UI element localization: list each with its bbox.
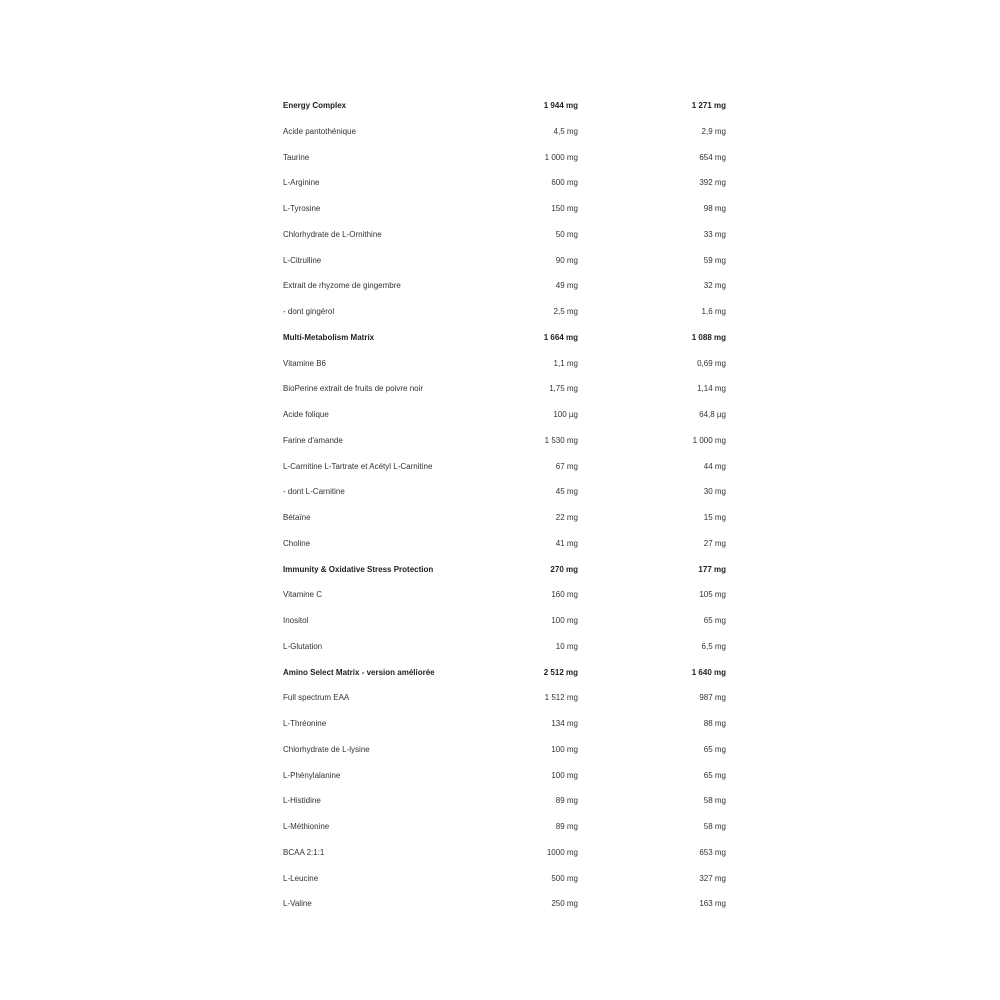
amount-column-1: 500 mg — [551, 873, 578, 883]
amount-column-2: 65 mg — [703, 770, 726, 780]
amount-column-1: 600 mg — [551, 178, 578, 188]
ingredient-name: Farine d'amande — [283, 435, 343, 445]
amount-column-2: 177 mg — [698, 564, 726, 574]
amount-column-2: 0,69 mg — [697, 358, 726, 368]
amount-column-1: 1 512 mg — [544, 693, 578, 703]
table-row — [283, 170, 726, 196]
amount-column-2: 1 271 mg — [691, 101, 726, 110]
amount-column-1: 1 000 mg — [544, 152, 578, 162]
table-row — [283, 454, 726, 480]
nutrition-table — [283, 93, 726, 917]
amount-column-2: 163 mg — [699, 899, 726, 909]
amount-column-1: 4,5 mg — [553, 126, 578, 136]
ingredient-name: L-Thréonine — [283, 719, 327, 728]
ingredient-name: - dont gingérol — [283, 307, 335, 316]
table-row — [283, 531, 726, 557]
amount-column-2: 15 mg — [703, 513, 726, 522]
amount-column-1: 100 mg — [551, 770, 578, 780]
ingredient-name: Extrait de rhyzome de gingembre — [283, 281, 401, 291]
ingredient-name: BCAA 2:1:1 — [283, 847, 325, 857]
amount-column-2: 1 088 mg — [691, 332, 726, 342]
amount-column-2: 105 mg — [699, 590, 726, 600]
amount-column-2: 1 640 mg — [691, 667, 726, 677]
ingredient-name: BioPerine extrait de fruits de poivre noir — [283, 384, 424, 394]
amount-column-2: 58 mg — [703, 822, 726, 831]
table-row — [283, 634, 726, 660]
amount-column-2: 59 mg — [703, 255, 726, 265]
table-row — [283, 402, 726, 428]
ingredient-name: Amino Select Matrix - version améliorée — [283, 667, 435, 677]
amount-column-2: 653 mg — [699, 847, 726, 857]
table-row — [283, 479, 726, 505]
amount-column-1: 100 µg — [553, 410, 578, 419]
table-row — [283, 428, 726, 454]
ingredient-name: L-Carnitine L-Tartrate et Acétyl L-Carnitine — [283, 461, 433, 471]
table-row — [283, 685, 726, 711]
table-row — [283, 196, 726, 222]
section-header-row — [283, 325, 726, 351]
ingredient-name: Inositol — [283, 616, 309, 625]
ingredient-name: Vitamine B6 — [283, 358, 326, 368]
ingredient-name: Chlorhydrate de L-Ornithine — [283, 229, 382, 239]
ingredient-name: L-Histidine — [283, 796, 321, 806]
ingredient-name: Choline — [283, 538, 311, 548]
amount-column-2: 1,6 mg — [701, 307, 726, 316]
table-row — [283, 119, 726, 145]
amount-column-1: 50 mg — [555, 229, 578, 239]
ingredient-name: - dont L-Carnitine — [283, 487, 345, 497]
table-row — [283, 763, 726, 789]
ingredient-name: Bétaïne — [283, 513, 311, 522]
table-row — [283, 582, 726, 608]
amount-column-1: 250 mg — [551, 899, 578, 909]
ingredient-name: L-Tyrosine — [283, 204, 321, 213]
amount-column-2: 1 000 mg — [692, 435, 726, 445]
ingredient-name: L-Valine — [283, 899, 312, 909]
amount-column-1: 270 mg — [550, 564, 578, 574]
ingredient-name: Multi-Metabolism Matrix — [283, 332, 375, 342]
amount-column-2: 987 mg — [699, 693, 726, 703]
amount-column-2: 65 mg — [703, 616, 726, 625]
amount-column-2: 58 mg — [703, 796, 726, 806]
table-row — [283, 866, 726, 892]
table-row — [283, 248, 726, 274]
amount-column-1: 1,1 mg — [553, 358, 578, 368]
amount-column-1: 67 mg — [555, 461, 578, 471]
ingredient-name: Acide pantothénique — [283, 126, 356, 136]
amount-column-1: 10 mg — [555, 641, 578, 651]
amount-column-2: 98 mg — [703, 204, 726, 213]
amount-column-1: 1 530 mg — [544, 435, 578, 445]
ingredient-name: Energy Complex — [283, 101, 347, 110]
amount-column-2: 327 mg — [699, 873, 726, 883]
amount-column-2: 65 mg — [703, 744, 726, 754]
table-row — [283, 788, 726, 814]
ingredient-name: Immunity & Oxidative Stress Protection — [283, 564, 434, 574]
amount-column-2: 88 mg — [703, 719, 726, 728]
table-row — [283, 711, 726, 737]
amount-column-2: 30 mg — [703, 487, 726, 497]
amount-column-1: 22 mg — [555, 513, 578, 522]
amount-column-2: 33 mg — [703, 229, 726, 239]
ingredient-name: Acide folique — [283, 410, 329, 419]
table-row — [283, 273, 726, 299]
table-row — [283, 505, 726, 531]
ingredient-name: L-Citrulline — [283, 255, 322, 265]
ingredient-name: L-Arginine — [283, 178, 320, 188]
table-row — [283, 814, 726, 840]
amount-column-1: 1 664 mg — [543, 332, 578, 342]
table-row — [283, 299, 726, 325]
amount-column-1: 150 mg — [551, 204, 578, 213]
ingredient-name: L-Méthionine — [283, 822, 330, 831]
table-row — [283, 376, 726, 402]
table-row — [283, 840, 726, 866]
amount-column-1: 49 mg — [555, 281, 578, 291]
section-header-row — [283, 93, 726, 119]
table-row — [283, 145, 726, 171]
amount-column-1: 100 mg — [551, 744, 578, 754]
amount-column-1: 134 mg — [551, 719, 578, 728]
section-header-row — [283, 557, 726, 583]
amount-column-1: 90 mg — [555, 255, 578, 265]
ingredient-name: L-Glutation — [283, 641, 323, 651]
amount-column-1: 100 mg — [551, 616, 578, 625]
ingredient-name: Taurine — [283, 152, 310, 162]
ingredient-name: Vitamine C — [283, 590, 322, 600]
amount-column-1: 1 944 mg — [543, 101, 578, 110]
amount-column-2: 32 mg — [703, 281, 726, 291]
amount-column-2: 64,8 µg — [699, 410, 726, 419]
amount-column-2: 27 mg — [703, 538, 726, 548]
table-row — [283, 891, 726, 917]
amount-column-2: 1,14 mg — [697, 384, 726, 394]
amount-column-1: 89 mg — [555, 822, 578, 831]
amount-column-1: 89 mg — [555, 796, 578, 806]
section-header-row — [283, 660, 726, 686]
amount-column-2: 654 mg — [699, 152, 726, 162]
ingredient-name: L-Phénylalanine — [283, 770, 341, 780]
amount-column-2: 6,5 mg — [701, 641, 726, 651]
amount-column-1: 2 512 mg — [543, 667, 578, 677]
amount-column-2: 392 mg — [699, 178, 726, 188]
amount-column-1: 1000 mg — [546, 847, 578, 857]
amount-column-2: 2,9 mg — [701, 126, 726, 136]
ingredient-name: Chlorhydrate de L-lysine — [283, 744, 370, 754]
table-row — [283, 222, 726, 248]
amount-column-1: 41 mg — [555, 538, 578, 548]
table-row — [283, 608, 726, 634]
table-row — [283, 737, 726, 763]
amount-column-1: 2,5 mg — [553, 307, 578, 316]
amount-column-1: 45 mg — [555, 487, 578, 497]
amount-column-1: 160 mg — [551, 590, 578, 600]
amount-column-2: 44 mg — [703, 461, 726, 471]
table-row — [283, 351, 726, 377]
ingredient-name: L-Leucine — [283, 873, 319, 883]
amount-column-1: 1,75 mg — [549, 384, 578, 394]
ingredient-name: Full spectrum EAA — [283, 693, 350, 703]
